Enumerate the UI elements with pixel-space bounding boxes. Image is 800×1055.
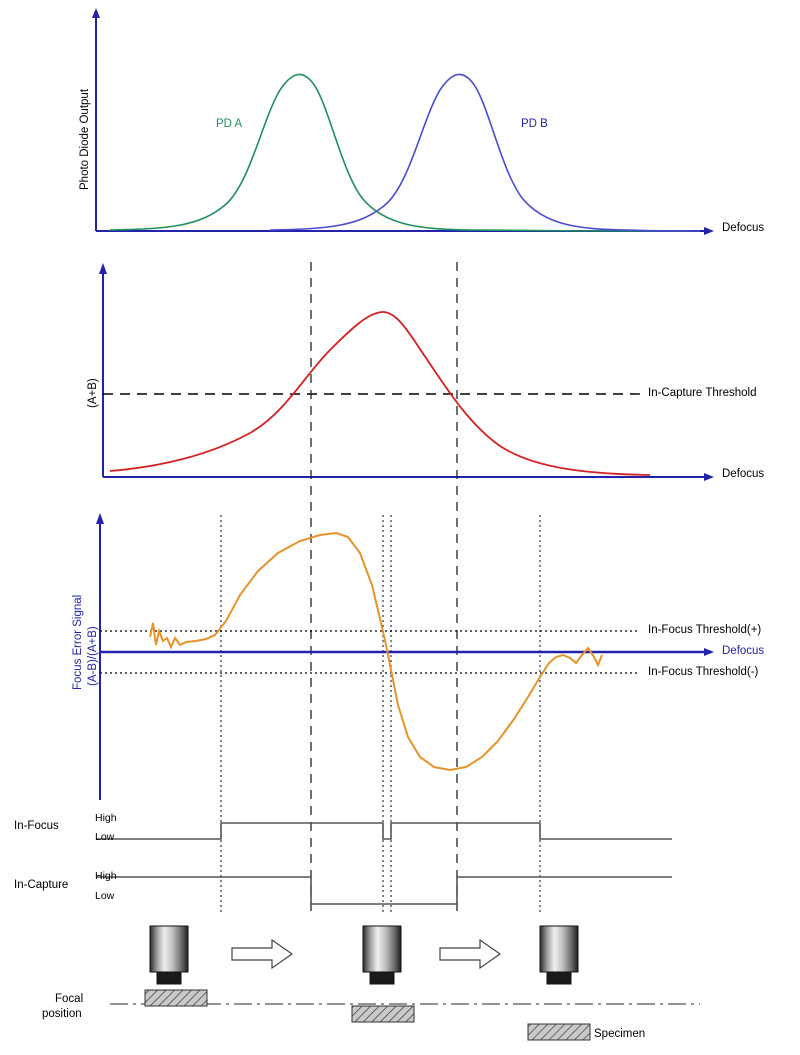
in-capture-threshold-label: In-Capture Threshold	[648, 387, 757, 399]
panel1-y-axis-label: Photo Diode Output	[79, 88, 91, 190]
curve-pd-b-label: PD B	[521, 118, 548, 130]
specimen-block-1	[145, 990, 207, 1006]
in-capture-low-label: Low	[95, 890, 115, 902]
trace-in-capture	[96, 877, 672, 904]
objective-lens-1	[150, 926, 188, 984]
panel-focus-error-signal	[0, 505, 800, 805]
in-capture-high-label: High	[95, 870, 117, 882]
specimen-block-2	[352, 1006, 414, 1022]
focal-position-label-line1: Focal	[55, 993, 84, 1005]
panel3-x-axis-label: Defocus	[722, 645, 765, 657]
objective-lens-3	[540, 926, 578, 984]
curve-pd-b	[270, 74, 700, 231]
move-arrow-2	[440, 940, 500, 968]
panel2-x-axis-label: Defocus	[722, 468, 765, 480]
panel3-y-axis-label-line1: Focus Error Signal	[72, 594, 84, 690]
specimen-block-legend	[528, 1024, 590, 1040]
in-focus-threshold-plus-label: In-Focus Threshold(+)	[648, 624, 762, 636]
trace-in-focus	[96, 823, 672, 839]
move-arrow-1	[232, 940, 292, 968]
in-focus-trace-label: In-Focus	[14, 820, 59, 832]
specimen-legend-label: Specimen	[594, 1028, 646, 1040]
panel2-y-axis-label: (A+B)	[87, 378, 99, 408]
panel3-y-axis-label-line2: (A-B)/(A+B)	[87, 626, 99, 686]
panel1-x-axis-label: Defocus	[722, 222, 765, 234]
panel-photodiode-output	[0, 0, 800, 250]
in-focus-threshold-minus-label: In-Focus Threshold(-)	[648, 666, 759, 678]
panel1-x-axis-arrow	[704, 227, 714, 235]
panel1-y-axis-arrow	[92, 8, 100, 18]
panel3-y-axis-arrow	[96, 513, 104, 524]
in-focus-high-label: High	[95, 812, 117, 824]
in-focus-low-label: Low	[95, 831, 115, 843]
focal-position-label-line2: position	[42, 1008, 82, 1020]
curve-pd-a-label: PD A	[216, 118, 243, 130]
logic-traces	[0, 805, 800, 920]
in-capture-trace-label: In-Capture	[14, 879, 69, 891]
objective-specimen-row	[0, 918, 800, 1055]
objective-lens-2	[363, 926, 401, 984]
curve-pd-a	[110, 74, 690, 231]
panel3-x-axis-arrow	[704, 648, 714, 656]
